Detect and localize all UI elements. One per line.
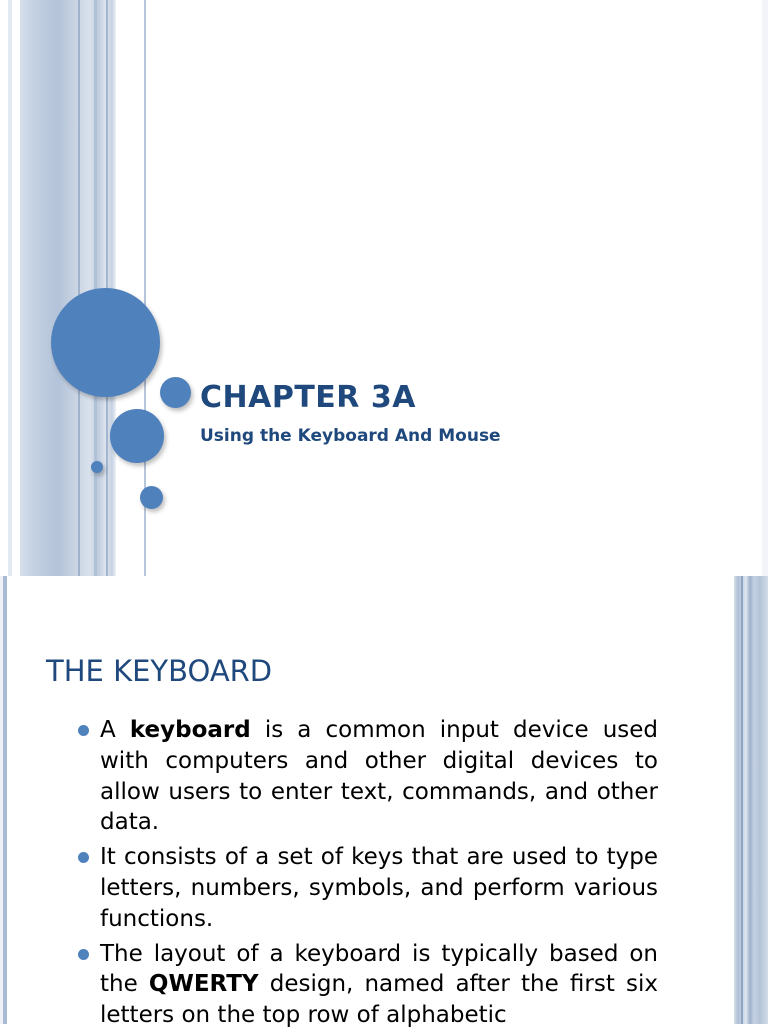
bullet-list bbox=[78, 715, 658, 1035]
slide-subtitle: Using the Keyboard And Mouse bbox=[200, 426, 501, 446]
decorative-circle-large bbox=[51, 288, 160, 397]
decorative-circle-small bbox=[160, 377, 191, 408]
decorative-stripe bbox=[3, 576, 7, 1024]
slide-title: THE KEYBOARD bbox=[46, 654, 273, 688]
slide-title: CHAPTER 3A bbox=[200, 380, 416, 415]
decorative-stripe bbox=[78, 0, 80, 576]
decorative-circle-small bbox=[140, 486, 163, 509]
bullet-icon bbox=[78, 852, 89, 863]
decorative-stripe bbox=[734, 576, 768, 1024]
bullet-icon bbox=[78, 949, 89, 960]
decorative-stripe bbox=[762, 0, 768, 576]
decorative-stripe bbox=[741, 576, 743, 1024]
decorative-circle-medium bbox=[110, 409, 164, 463]
decorative-circle-tiny bbox=[91, 461, 103, 473]
list-item: The layout of a keyboard is typically based on the QWERTY design, named after the first six letters on the top row of alphabetic bbox=[78, 939, 658, 1031]
decorative-stripe bbox=[8, 0, 12, 576]
bullet-icon bbox=[78, 725, 89, 736]
list-item: A keyboard is a common input device used with computers and other digital devices to allow users to enter text, commands, and other data. bbox=[78, 715, 658, 838]
list-item: It consists of a set of keys that are used to type letters, numbers, symbols, and perform various functions. bbox=[78, 842, 658, 934]
